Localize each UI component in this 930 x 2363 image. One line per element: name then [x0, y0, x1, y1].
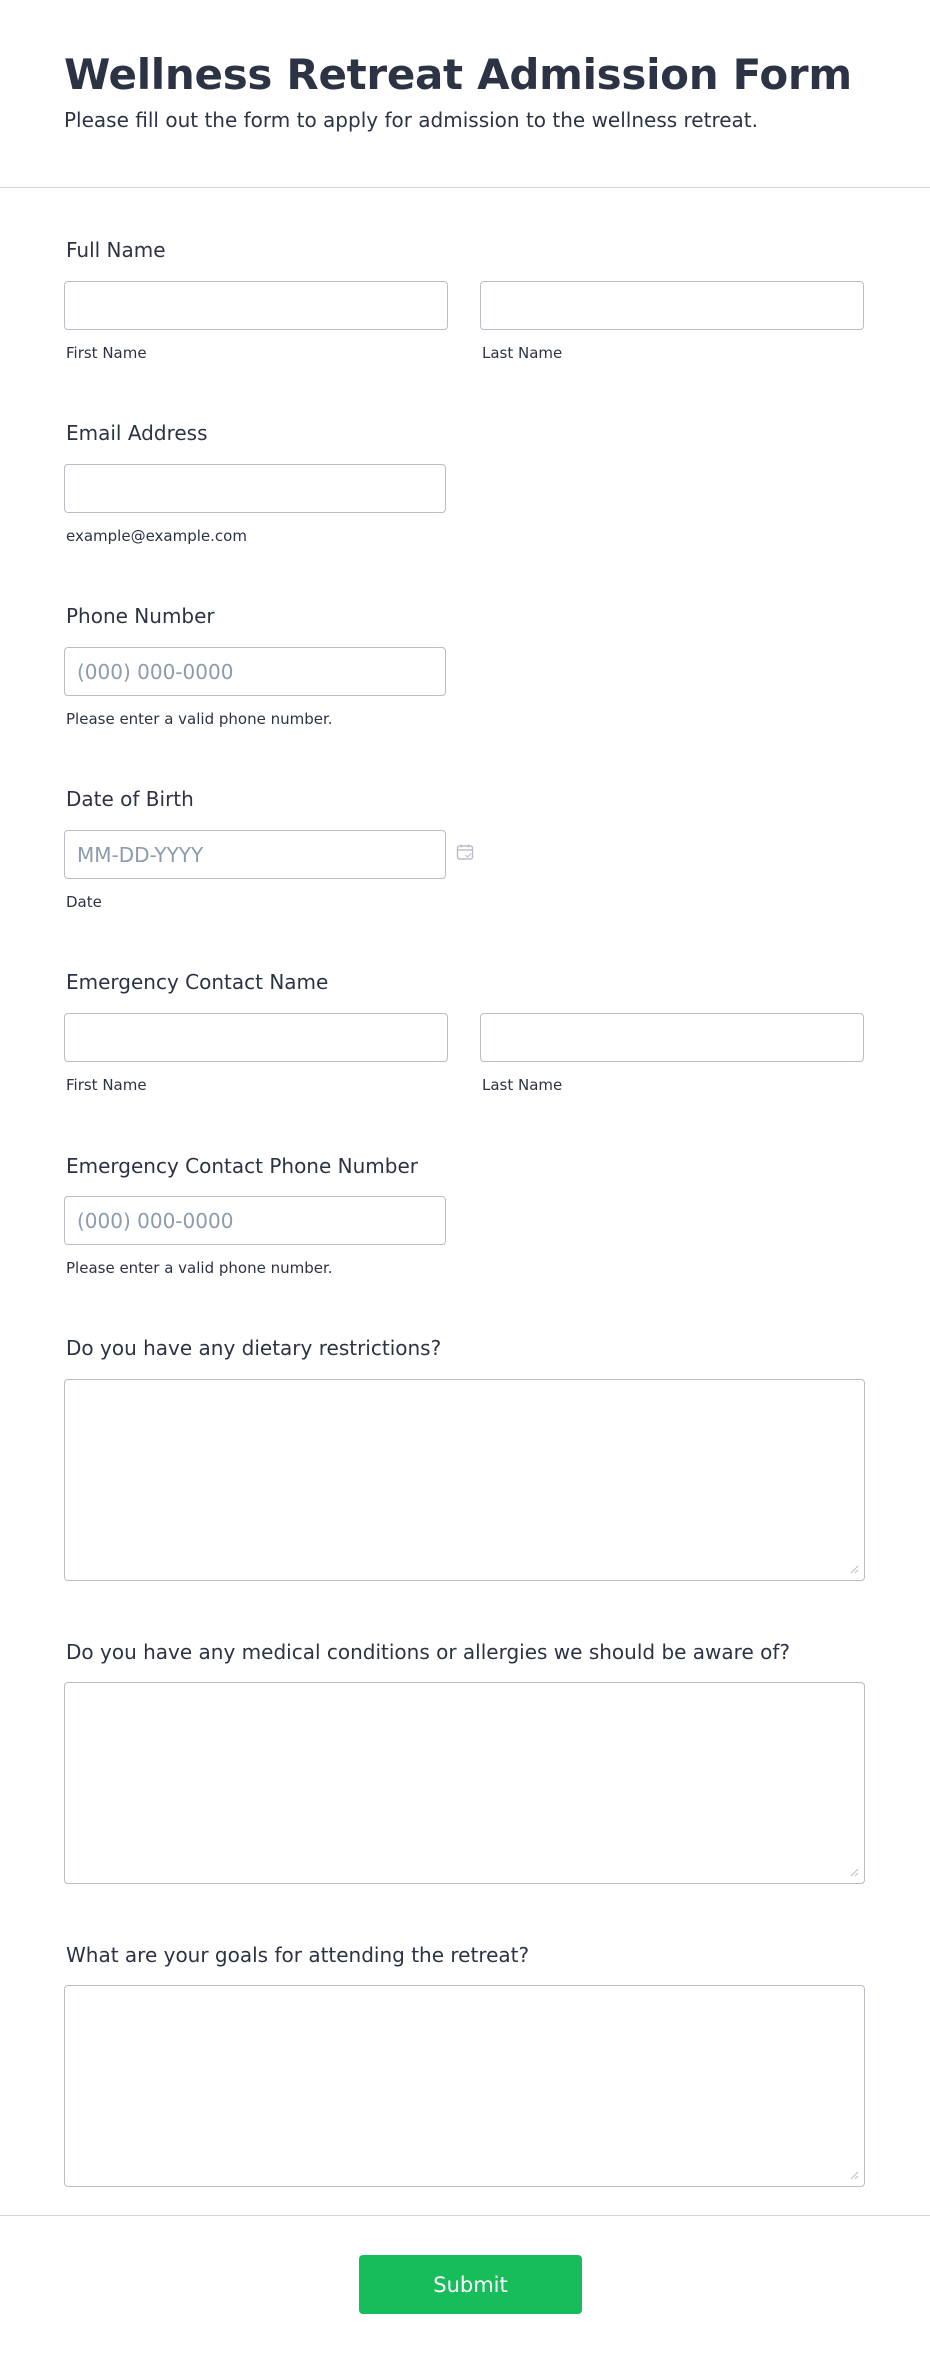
- phone-input[interactable]: [64, 647, 446, 696]
- emergency-phone-sublabel: Please enter a valid phone number.: [66, 1259, 333, 1277]
- form-subtitle: Please fill out the form to apply for admission to the wellness retreat.: [64, 108, 758, 132]
- phone-label: Phone Number: [66, 604, 215, 628]
- last-name-input[interactable]: [480, 281, 864, 330]
- form-header: [0, 0, 930, 188]
- emergency-last-name-sublabel: Last Name: [482, 1076, 563, 1094]
- emergency-phone-input[interactable]: [64, 1196, 446, 1245]
- dob-input[interactable]: [64, 830, 446, 879]
- first-name-input[interactable]: [64, 281, 448, 330]
- resize-grip-icon[interactable]: [849, 1564, 859, 1574]
- emergency-first-name-sublabel: First Name: [66, 1076, 147, 1094]
- medical-textarea[interactable]: [64, 1682, 865, 1884]
- goals-textarea[interactable]: [64, 1985, 865, 2187]
- form-title: Wellness Retreat Admission Form: [64, 50, 852, 99]
- medical-label: Do you have any medical conditions or allergies we should be aware of?: [66, 1640, 791, 1664]
- emergency-last-name-input[interactable]: [480, 1013, 864, 1062]
- submit-button[interactable]: Submit: [359, 2255, 582, 2314]
- first-name-sublabel: First Name: [66, 344, 147, 362]
- resize-grip-icon[interactable]: [849, 2170, 859, 2180]
- dietary-textarea[interactable]: [64, 1379, 865, 1581]
- dob-label: Date of Birth: [66, 787, 194, 811]
- emergency-name-label: Emergency Contact Name: [66, 970, 329, 994]
- email-sublabel: example@example.com: [66, 527, 247, 545]
- dob-sublabel: Date: [66, 893, 102, 911]
- calendar-icon[interactable]: [456, 843, 474, 861]
- email-label: Email Address: [66, 421, 208, 445]
- emergency-first-name-input[interactable]: [64, 1013, 448, 1062]
- full-name-label: Full Name: [66, 238, 166, 262]
- resize-grip-icon[interactable]: [849, 1867, 859, 1877]
- last-name-sublabel: Last Name: [482, 344, 563, 362]
- goals-label: What are your goals for attending the retreat?: [66, 1943, 530, 1967]
- dietary-label: Do you have any dietary restrictions?: [66, 1336, 442, 1360]
- footer-divider: [0, 2215, 930, 2216]
- phone-sublabel: Please enter a valid phone number.: [66, 710, 333, 728]
- email-input[interactable]: [64, 464, 446, 513]
- emergency-phone-label: Emergency Contact Phone Number: [66, 1154, 418, 1178]
